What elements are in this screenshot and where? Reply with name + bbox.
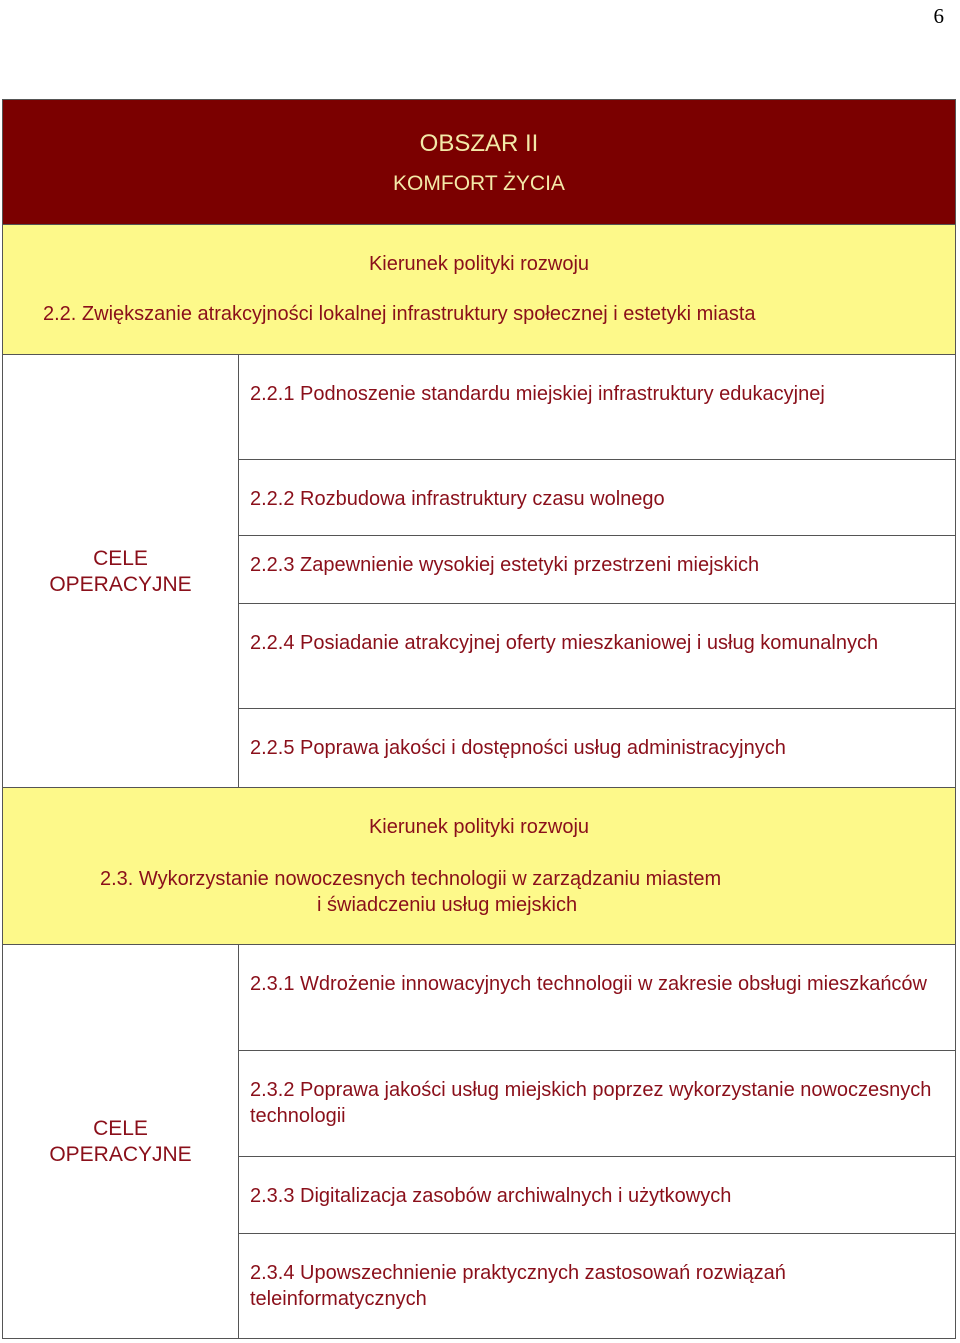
label-line-1: CELE — [93, 546, 148, 570]
area-title: OBSZAR II — [419, 130, 539, 157]
area-subtitle: KOMFORT ŻYCIA — [393, 172, 565, 195]
goal-2-3-1: 2.3.1 Wdrożenie innowacyjnych technologii w zakresie obsługi mieszkańców — [239, 945, 955, 1051]
direction-title: 2.2. Zwiększanie atrakcyjności lokalnej infrastruktury społecznej i estetyki miasta — [43, 303, 756, 325]
policy-direction-2-3 — [3, 788, 955, 945]
goal-2-2-1: 2.2.1 Podnoszenie standardu miejskiej infrastruktury edukacyjnej — [239, 355, 955, 460]
direction-title-line-1: 2.3. Wykorzystanie nowoczesnych technologii w zarządzaniu miastem — [100, 868, 722, 890]
direction-kicker: Kierunek polityki rozwoju — [368, 253, 590, 275]
goal-2-2-2: 2.2.2 Rozbudowa infrastruktury czasu wolnego — [239, 460, 955, 536]
goal-2-2-4: 2.2.4 Posiadanie atrakcyjnej oferty mieszkaniowej i usług komunalnych — [239, 604, 955, 709]
operational-goals-label — [3, 945, 239, 1339]
page-number: 6 — [933, 4, 944, 28]
label-line-2: OPERACYJNE — [49, 1143, 192, 1166]
goal-2-2-3: 2.2.3 Zapewnienie wysokiej estetyki przestrzeni miejskich — [239, 536, 955, 604]
strategy-table — [2, 99, 956, 1339]
goal-2-2-5: 2.2.5 Poprawa jakości i dostępności usług administracyjnych — [250, 737, 786, 759]
label-line-2: OPERACYJNE — [49, 572, 192, 596]
goal-2-3-2: 2.3.2 Poprawa jakości usług miejskich poprzez wykorzystanie nowoczesnych technologii — [239, 1051, 955, 1157]
area-header — [3, 100, 955, 225]
policy-direction-2-2 — [3, 225, 955, 355]
direction-title-line-2: i świadczeniu usług miejskich — [317, 894, 578, 916]
operational-goals-label — [3, 355, 239, 788]
goal-2-3-4: 2.3.4 Upowszechnienie praktycznych zastosowań rozwiązań teleinformatycznych — [250, 1262, 786, 1310]
goal-2-3-3: 2.3.3 Digitalizacja zasobów archiwalnych i użytkowych — [239, 1157, 955, 1234]
label-line-1: CELE — [93, 1117, 148, 1140]
direction-kicker: Kierunek polityki rozwoju — [368, 816, 590, 838]
